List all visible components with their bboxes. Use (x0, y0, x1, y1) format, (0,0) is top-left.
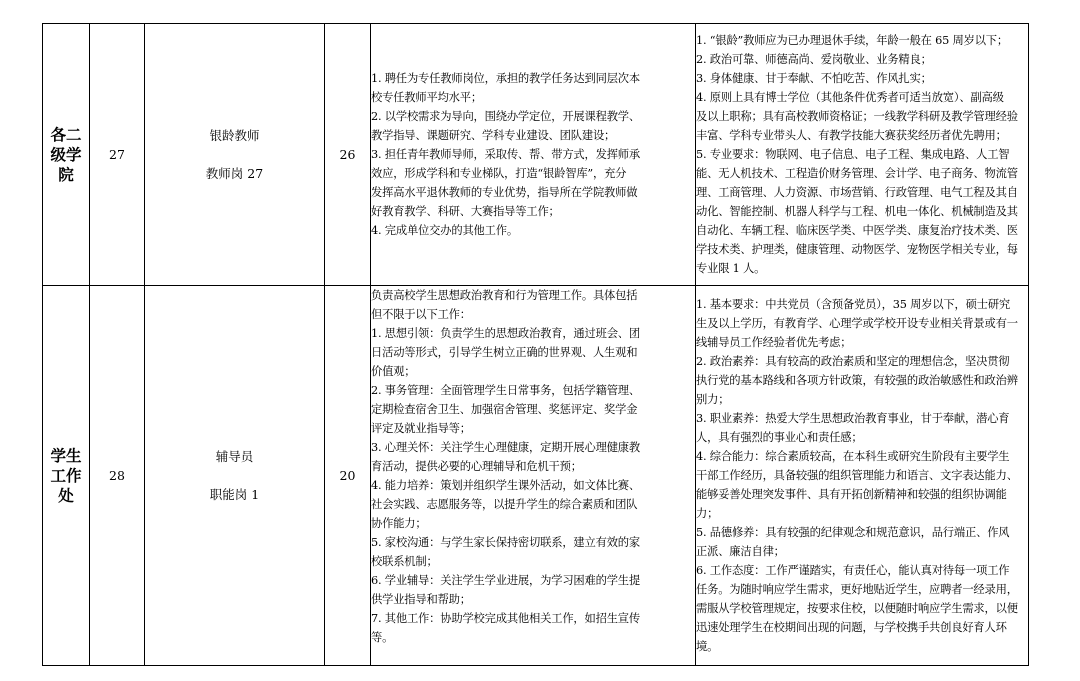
duty-line: 评定及就业指导等； (371, 422, 471, 435)
requirements-cell (696, 24, 1029, 286)
requirement-line: 理、工商管理、人力资源、市场营销、行政管理、电气工程及其自 (696, 186, 1018, 199)
duty-line: 教学指导、课题研究、学科专业建设、团队建设； (371, 129, 616, 142)
requirement-line: 6. 工作态度：工作严谨踏实，有责任心，能认真对待每一项工作 (696, 564, 1010, 577)
department-text: 学生 (50, 446, 82, 465)
department-text: 院 (58, 165, 74, 184)
duty-line: 2. 事务管理：全面管理学生日常事务，包括学籍管理、 (371, 384, 640, 397)
requirement-line: 生及以上学历，有教育学、心理学或学校开设专业相关背景或有一 (696, 317, 1018, 330)
duty-line: 但不限于以下工作： (371, 308, 471, 321)
department-cell (43, 286, 90, 666)
requirement-line: 5. 专业要求：物联网、电子信息、电子工程、集成电路、人工智 (696, 148, 1010, 161)
requirement-line: 迅速处理学生在校期间出现的问题，与学校携手共创良好育人环 (696, 621, 1007, 634)
table-row (43, 24, 1029, 286)
requirement-line: 力； (696, 507, 719, 520)
requirement-line: 动化、智能控制、机器人科学与工程、机电一体化、机械制造及其 (696, 205, 1018, 218)
sequence-number: 28 (90, 286, 145, 666)
duties-cell (371, 286, 696, 666)
requirement-line: 1. 基本要求：中共党员（含预备党员），35 周岁以下，硕士研究 (696, 298, 1011, 311)
requirement-line: 5. 品德修养：具有较强的纪律观念和规范意识，品行端正、作风 (696, 526, 1010, 539)
department-text: 各二 (50, 125, 82, 144)
duty-line: 负责高校学生思想政治教育和行为管理工作。具体包括 (371, 289, 638, 302)
requirement-line: 3. 职业素养：热爱大学生思想政治教育事业，甘于奉献，潜心育 (696, 412, 1010, 425)
post-code: 教师岗 27 (205, 165, 264, 181)
department-text: 处 (58, 486, 74, 505)
requirement-line: 丰富、学科专业带头人、有教学技能大赛获奖经历者优先聘用； (696, 129, 1007, 142)
requirement-line: 3. 身体健康、甘于奉献、不怕吃苦、作风扎实； (696, 72, 932, 85)
duty-line: 等。 (371, 631, 394, 644)
duty-line: 育活动，提供必要的心理辅导和危机干预； (371, 460, 582, 473)
duty-line: 7. 其他工作：协助学校完成其他相关工作，如招生宣传 (371, 612, 640, 625)
duty-line: 发挥高水平退休教师的专业优势，指导所在学院教师做 (371, 186, 638, 199)
department-text: 级学 (50, 145, 82, 164)
requirement-line: 专业限 1 人。 (696, 262, 766, 275)
requirement-line: 线辅导员工作经验者优先考虑； (696, 336, 852, 349)
requirement-line: 别力； (696, 393, 730, 406)
duty-line: 1. 聘任为专任教师岗位，承担的教学任务达到同层次本 (371, 72, 640, 85)
duty-line: 2. 以学校需求为导向，围绕办学定位，开展课程教学、 (371, 110, 640, 123)
requirement-line: 正派、廉洁自律； (696, 545, 785, 558)
requirement-line: 需服从学校管理规定，按要求住校，以便随时响应学生需求，以便 (696, 602, 1018, 615)
requirement-line: 人，具有强烈的事业心和责任感； (696, 431, 863, 444)
requirement-line: 干部工作经历，具备较强的组织管理能力和语言、文字表达能力、 (696, 469, 1018, 482)
duty-line: 协作能力； (371, 517, 427, 530)
requirement-line: 能、无人机技术、工程造价财务管理、会计学、电子商务、物流管 (696, 167, 1018, 180)
hiring-count: 26 (325, 24, 371, 286)
duty-line: 好教育教学、科研、大赛指导等工作； (371, 205, 560, 218)
duty-line: 供学业指导和帮助； (371, 593, 471, 606)
post-name: 银龄教师 (209, 127, 260, 143)
duty-line: 4. 能力培养：策划并组织学生课外活动，如文体比赛、 (371, 479, 640, 492)
duties-cell (371, 24, 696, 286)
duty-line: 6. 学业辅导：关注学生学业进展，为学习困难的学生提 (371, 574, 640, 587)
requirement-line: 4. 综合能力：综合素质较高，在本科生或研究生阶段有主要学生 (696, 450, 1010, 463)
department-text: 工作 (50, 466, 82, 485)
department-cell (43, 24, 90, 286)
duty-line: 社会实践、志愿服务等，以提升学生的综合素质和团队 (371, 498, 638, 511)
duty-line: 效应，形成学科和专业梯队，打造“银龄智库”，充分 (371, 167, 627, 180)
duty-line: 定期检查宿舍卫生、加强宿舍管理、奖惩评定、奖学金 (371, 403, 638, 416)
table-row (43, 286, 1029, 666)
duty-line: 1. 思想引领：负责学生的思想政治教育，通过班会、团 (371, 327, 640, 340)
requirement-line: 任务。为随时响应学生需求，更好地贴近学生，应聘者一经录用， (696, 583, 1018, 596)
requirement-line: 能够妥善处理突发事件、具有开拓创新精神和较强的组织协调能 (696, 488, 1007, 501)
sequence-number: 27 (90, 24, 145, 286)
duty-line: 3. 心理关怀：关注学生心理健康，定期开展心理健康教 (371, 441, 640, 454)
duty-line: 4. 完成单位交办的其他工作。 (371, 224, 518, 237)
duty-line: 校专任教师平均水平； (371, 91, 482, 104)
requirement-line: 1. “银龄”教师应为已办理退休手续，年龄一般在 65 周岁以下； (696, 34, 1009, 47)
post-cell (145, 24, 325, 286)
requirement-line: 2. 政治可靠、师德高尚、爱岗敬业、业务精良； (696, 53, 932, 66)
requirement-line: 境。 (696, 640, 719, 653)
requirement-line: 学技术类、护理类，健康管理、动物医学、宠物医学相关专业，每 (696, 243, 1018, 256)
requirement-line: 执行党的基本路线和各项方针政策，有较强的政治敏感性和政治辨 (696, 374, 1018, 387)
hiring-count: 20 (325, 286, 371, 666)
duty-line: 价值观； (371, 365, 416, 378)
duty-line: 3. 担任青年教师导师，采取传、帮、带方式，发挥师承 (371, 148, 640, 161)
duty-line: 校联系机制； (371, 555, 438, 568)
duty-line: 日活动等形式，引导学生树立正确的世界观、人生观和 (371, 346, 638, 359)
requirement-line: 2. 政治素养：具有较高的政治素质和坚定的理想信念，坚决贯彻 (696, 355, 1010, 368)
duty-line: 5. 家校沟通：与学生家长保持密切联系，建立有效的家 (371, 536, 640, 549)
recruitment-table (42, 23, 1029, 666)
requirements-cell (696, 286, 1029, 666)
post-cell (145, 286, 325, 666)
requirement-line: 自动化、车辆工程、临床医学类、中医学类、康复治疗技术类、医 (696, 224, 1018, 237)
post-name: 辅导员 (215, 448, 254, 464)
requirement-line: 及以上职称；具有高校教师资格证；一线教学科研及教学管理经验 (696, 110, 1018, 123)
post-code: 职能岗 1 (209, 486, 260, 502)
requirement-line: 4. 原则上具有博士学位（其他条件优秀者可适当放宽）、副高级 (696, 91, 1004, 104)
